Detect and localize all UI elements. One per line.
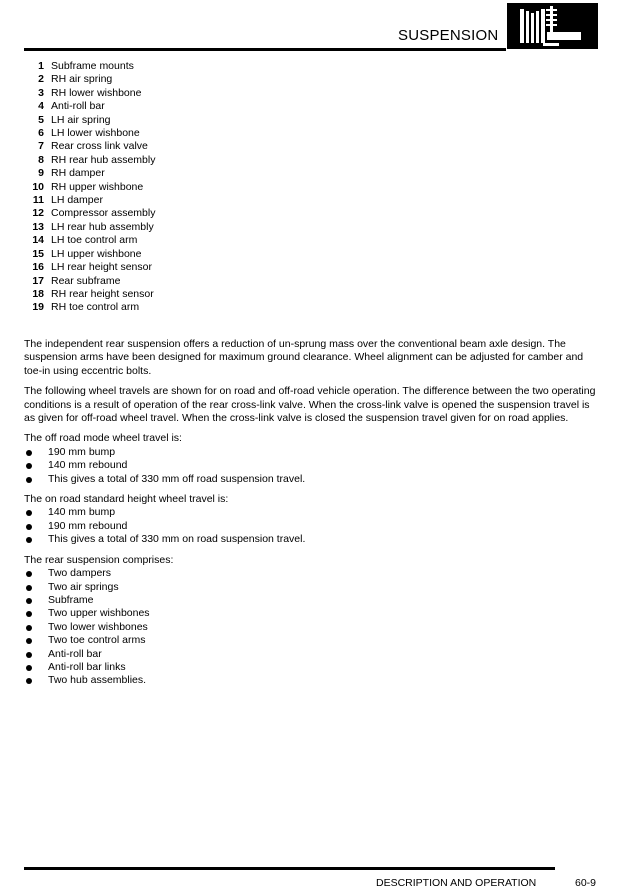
list-item: 13 LH rear hub assembly bbox=[32, 220, 154, 233]
list-item: 8 RH rear hub assembly bbox=[38, 153, 156, 166]
list-item: 12 Compressor assembly bbox=[32, 207, 156, 220]
comprises-intro: The rear suspension comprises: bbox=[24, 553, 174, 566]
list-item: 15 LH upper wishbone bbox=[32, 247, 142, 260]
list-item: 17 Rear subframe bbox=[32, 274, 121, 287]
list-item: Two dampers bbox=[24, 567, 598, 580]
list-item: Two toe control arms bbox=[24, 634, 598, 647]
intro-paragraph: The independent rear suspension offers a reduction of un-sprung mass over the conventional beam axle design. The suspension arms have been designed for maximum ground clearance. Wheel alignment can be adjusted for camber and toe-in using eccentric bolts. bbox=[24, 338, 584, 377]
list-item: 7 Rear cross link valve bbox=[38, 140, 148, 153]
list-item: 4 Anti-roll bar bbox=[38, 100, 105, 113]
list-item: Two upper wishbones bbox=[24, 607, 598, 620]
list-item: 9 RH damper bbox=[38, 167, 105, 180]
onroad-intro: The on road standard height wheel travel is: bbox=[24, 493, 229, 506]
footer-rule bbox=[24, 867, 555, 870]
list-item: Two hub assemblies. bbox=[24, 674, 598, 687]
list-item: 11 LH damper bbox=[32, 194, 103, 207]
list-item: 10 RH upper wishbone bbox=[32, 180, 144, 193]
list-item: 190 mm bump bbox=[24, 446, 598, 459]
header-rule bbox=[24, 48, 506, 51]
comprises-list bbox=[24, 567, 598, 688]
wheel-travel-paragraph: The following wheel travels are shown for on road and off-road vehicle operation. The difference between the two operating conditions is a result of operation of the rear cross-link valve. When the cross-link valve is opened the suspension travel is as given for off-road wheel travel. When the cross-link valve is closed the suspension travel given for on road applies. bbox=[24, 385, 596, 425]
list-item: Two lower wishbones bbox=[24, 621, 598, 634]
list-item: 19 RH toe control arm bbox=[32, 301, 140, 314]
list-item: 14 LH toe control arm bbox=[32, 234, 138, 247]
list-item: 3 RH lower wishbone bbox=[38, 86, 142, 99]
list-item: This gives a total of 330 mm off road suspension travel. bbox=[24, 473, 598, 486]
list-item: Anti-roll bar bbox=[24, 648, 598, 661]
list-item: Subframe bbox=[24, 594, 598, 607]
offroad-list bbox=[24, 446, 598, 486]
list-item: 18 RH rear height sensor bbox=[32, 287, 154, 300]
list-item: 5 LH air spring bbox=[38, 113, 111, 126]
list-item: Two air springs bbox=[24, 581, 598, 594]
list-item: 16 LH rear height sensor bbox=[32, 261, 152, 274]
list-item: This gives a total of 330 mm on road suspension travel. bbox=[24, 533, 598, 546]
list-item: Anti-roll bar links bbox=[24, 661, 598, 674]
body-text bbox=[24, 338, 598, 695]
list-item: 6 LH lower wishbone bbox=[38, 127, 140, 140]
list-item: 1 Subframe mounts bbox=[38, 60, 134, 72]
onroad-list bbox=[24, 506, 598, 546]
parts-list bbox=[24, 60, 155, 315]
offroad-intro: The off road mode wheel travel is: bbox=[24, 432, 182, 445]
footer-section-title: DESCRIPTION AND OPERATION bbox=[376, 877, 537, 889]
list-item: 140 mm bump bbox=[24, 506, 598, 519]
list-item: 2 RH air spring bbox=[38, 73, 113, 86]
list-item: 190 mm rebound bbox=[24, 520, 598, 533]
page-number: 60-9 bbox=[575, 877, 597, 889]
list-item: 140 mm rebound bbox=[24, 459, 598, 472]
suspension-section-icon bbox=[507, 3, 598, 49]
page-section-title: SUSPENSION bbox=[398, 27, 499, 44]
